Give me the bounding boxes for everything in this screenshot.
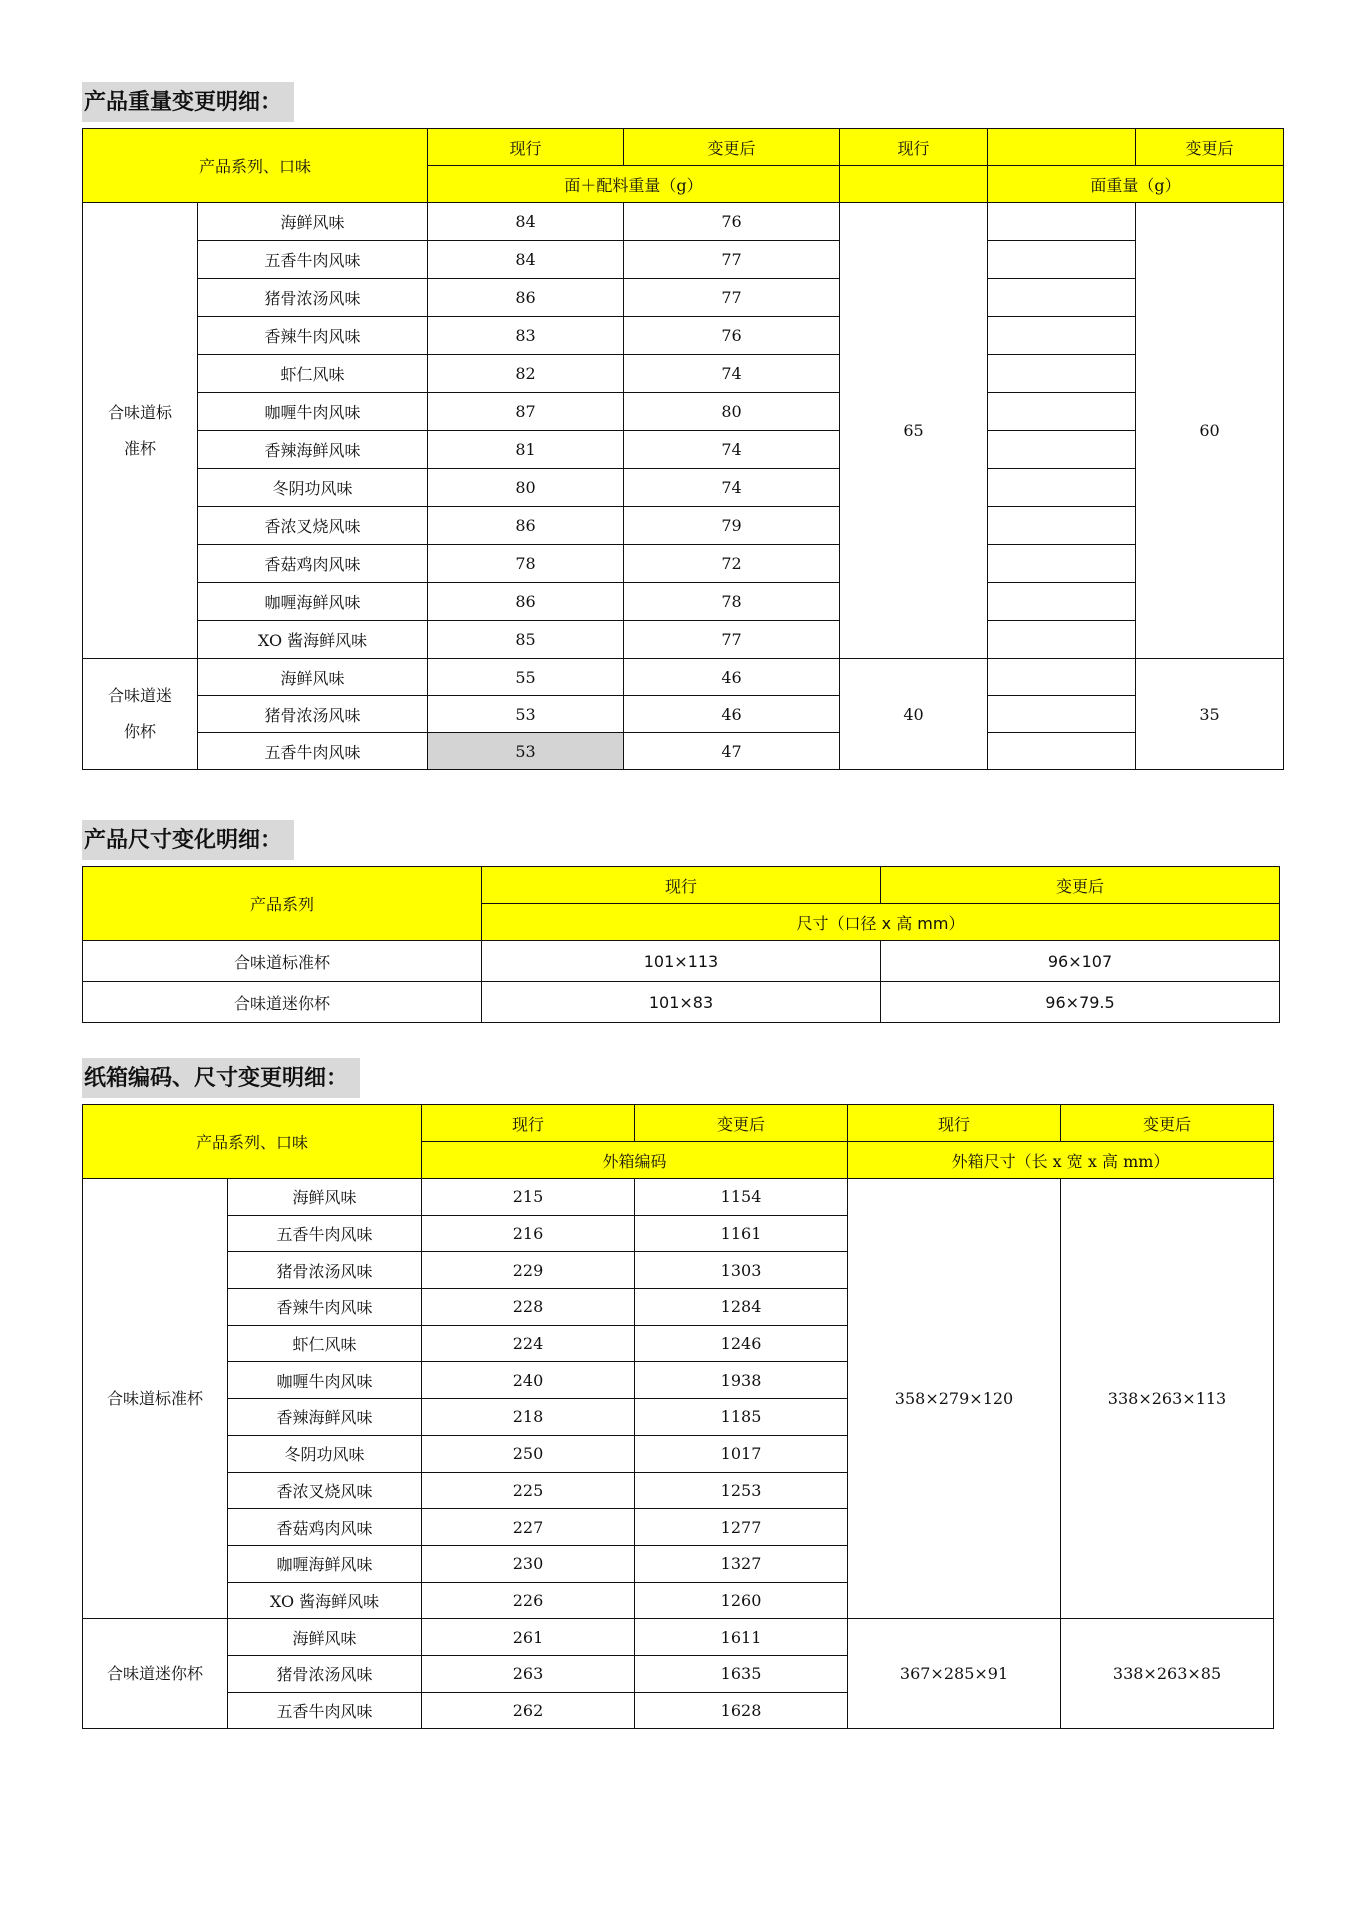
table-row xyxy=(83,203,1284,241)
carton-section-heading: 纸箱编码、尺寸变更明细： xyxy=(82,1058,360,1098)
current-weight-cell: 83 xyxy=(428,317,624,355)
flavor-cell: 冬阴功风味 xyxy=(228,1435,422,1472)
header-total-weight: 面＋配料重量（g） xyxy=(428,166,840,203)
flavor-cell: 咖喱海鲜风味 xyxy=(198,583,428,621)
changed-weight-cell: 76 xyxy=(624,317,840,355)
flavor-cell: 五香牛肉风味 xyxy=(198,241,428,279)
changed-code-cell: 1303 xyxy=(635,1252,848,1289)
table-row xyxy=(83,545,1284,583)
empty-cell xyxy=(988,317,1136,355)
weight-section-heading: 产品重量变更明细： xyxy=(82,82,294,122)
changed-code-cell: 1284 xyxy=(635,1289,848,1326)
table-row xyxy=(83,317,1284,355)
flavor-cell: 咖喱牛肉风味 xyxy=(198,393,428,431)
table-row xyxy=(83,621,1284,659)
empty-cell xyxy=(988,621,1136,659)
changed-code-cell: 1246 xyxy=(635,1325,848,1362)
empty-cell xyxy=(988,469,1136,507)
current-code-cell: 263 xyxy=(422,1655,635,1692)
flavor-cell: 虾仁风味 xyxy=(228,1325,422,1362)
header-series: 产品系列 xyxy=(83,867,482,941)
table-row xyxy=(83,355,1284,393)
table-row xyxy=(83,583,1284,621)
changed-code-cell: 1154 xyxy=(635,1179,848,1216)
table-row xyxy=(83,507,1284,545)
flavor-cell: 香辣牛肉风味 xyxy=(228,1289,422,1326)
flavor-cell: 香辣海鲜风味 xyxy=(198,431,428,469)
current-code-cell: 261 xyxy=(422,1619,635,1656)
current-code-cell: 215 xyxy=(422,1179,635,1216)
series-cell: 合味道迷你杯 xyxy=(83,1619,228,1729)
header-series-flavor: 产品系列、口味 xyxy=(83,1105,422,1179)
noodle-current-cell: 65 xyxy=(840,203,988,659)
flavor-cell: 香辣海鲜风味 xyxy=(228,1399,422,1436)
current-weight-cell: 82 xyxy=(428,355,624,393)
changed-weight-cell: 78 xyxy=(624,583,840,621)
changed-code-cell: 1161 xyxy=(635,1215,848,1252)
current-weight-cell: 87 xyxy=(428,393,624,431)
noodle-current-cell: 40 xyxy=(840,659,988,770)
size-section-heading: 产品尺寸变化明细： xyxy=(82,820,294,860)
flavor-cell: 香菇鸡肉风味 xyxy=(198,545,428,583)
header-series-flavor: 产品系列、口味 xyxy=(83,129,428,203)
changed-weight-cell: 74 xyxy=(624,431,840,469)
current-weight-cell: 84 xyxy=(428,241,624,279)
empty-cell xyxy=(988,203,1136,241)
changed-code-cell: 1611 xyxy=(635,1619,848,1656)
current-code-cell: 230 xyxy=(422,1545,635,1582)
changed-weight-cell: 77 xyxy=(624,621,840,659)
header-current: 现行 xyxy=(482,867,881,904)
empty-cell xyxy=(988,583,1136,621)
current-size-cell: 101×83 xyxy=(482,982,881,1023)
changed-code-cell: 1277 xyxy=(635,1509,848,1546)
table-row xyxy=(83,941,1280,982)
table-row xyxy=(83,982,1280,1023)
changed-weight-cell: 76 xyxy=(624,203,840,241)
current-code-cell: 224 xyxy=(422,1325,635,1362)
flavor-cell: 香辣牛肉风味 xyxy=(198,317,428,355)
current-weight-cell: 85 xyxy=(428,621,624,659)
flavor-cell: 虾仁风味 xyxy=(198,355,428,393)
empty-cell xyxy=(988,241,1136,279)
flavor-cell: 猪骨浓汤风味 xyxy=(198,696,428,733)
current-code-cell: 262 xyxy=(422,1692,635,1729)
flavor-cell: 猪骨浓汤风味 xyxy=(228,1252,422,1289)
table-row xyxy=(83,279,1284,317)
empty-cell xyxy=(988,659,1136,696)
series-cell: 合味道标准杯 xyxy=(83,1179,228,1619)
current-code-cell: 250 xyxy=(422,1435,635,1472)
flavor-cell: 猪骨浓汤风味 xyxy=(198,279,428,317)
table-row xyxy=(83,469,1284,507)
changed-weight-cell: 46 xyxy=(624,659,840,696)
current-weight-cell: 55 xyxy=(428,659,624,696)
flavor-cell: XO 酱海鲜风味 xyxy=(198,621,428,659)
flavor-cell: 海鲜风味 xyxy=(198,203,428,241)
flavor-cell: 五香牛肉风味 xyxy=(228,1692,422,1729)
current-code-cell: 240 xyxy=(422,1362,635,1399)
changed-code-cell: 1327 xyxy=(635,1545,848,1582)
changed-weight-cell: 80 xyxy=(624,393,840,431)
table-row xyxy=(83,241,1284,279)
flavor-cell: 冬阴功风味 xyxy=(198,469,428,507)
series-cell: 合味道标准杯 xyxy=(83,203,198,659)
changed-weight-cell: 47 xyxy=(624,733,840,770)
changed-weight-cell: 72 xyxy=(624,545,840,583)
current-weight-cell: 80 xyxy=(428,469,624,507)
header-current-noodle: 现行 xyxy=(840,129,988,166)
flavor-cell: 香菇鸡肉风味 xyxy=(228,1509,422,1546)
current-code-cell: 225 xyxy=(422,1472,635,1509)
changed-code-cell: 1253 xyxy=(635,1472,848,1509)
current-weight-cell: 81 xyxy=(428,431,624,469)
empty-cell xyxy=(988,545,1136,583)
flavor-cell: 五香牛肉风味 xyxy=(198,733,428,770)
flavor-cell: 咖喱海鲜风味 xyxy=(228,1545,422,1582)
empty-cell xyxy=(988,431,1136,469)
series-cell: 合味道标准杯 xyxy=(83,941,482,982)
table-row xyxy=(83,659,1284,696)
table-row xyxy=(83,1179,1274,1216)
current-code-cell: 229 xyxy=(422,1252,635,1289)
empty-cell xyxy=(988,393,1136,431)
flavor-cell: 五香牛肉风味 xyxy=(228,1215,422,1252)
table-row xyxy=(83,696,1284,733)
changed-code-cell: 1938 xyxy=(635,1362,848,1399)
flavor-cell: 香浓叉烧风味 xyxy=(198,507,428,545)
flavor-cell: 海鲜风味 xyxy=(198,659,428,696)
header-carton-code: 外箱编码 xyxy=(422,1142,848,1179)
flavor-cell: 香浓叉烧风味 xyxy=(228,1472,422,1509)
changed-weight-cell: 77 xyxy=(624,279,840,317)
current-code-cell: 227 xyxy=(422,1509,635,1546)
changed-size-cell: 96×79.5 xyxy=(881,982,1280,1023)
current-weight-cell: 86 xyxy=(428,279,624,317)
empty-cell xyxy=(988,279,1136,317)
header-current: 现行 xyxy=(422,1105,635,1142)
table-row xyxy=(83,1619,1274,1656)
size-current-cell: 358×279×120 xyxy=(848,1179,1061,1619)
size-changed-cell: 338×263×113 xyxy=(1061,1179,1274,1619)
series-cell: 合味道迷你杯 xyxy=(83,659,198,770)
flavor-cell: 海鲜风味 xyxy=(228,1179,422,1216)
current-code-cell: 218 xyxy=(422,1399,635,1436)
header-current: 现行 xyxy=(428,129,624,166)
series-cell: 合味道迷你杯 xyxy=(83,982,482,1023)
flavor-cell: XO 酱海鲜风味 xyxy=(228,1582,422,1619)
size-current-cell: 367×285×91 xyxy=(848,1619,1061,1729)
header-carton-size: 外箱尺寸（长 x 宽 x 高 mm） xyxy=(848,1142,1274,1179)
current-weight-cell: 78 xyxy=(428,545,624,583)
current-size-cell: 101×113 xyxy=(482,941,881,982)
header-noodle-weight: 面重量（g） xyxy=(988,166,1284,203)
changed-code-cell: 1635 xyxy=(635,1655,848,1692)
header-changed: 变更后 xyxy=(881,867,1280,904)
weight-change-table xyxy=(82,128,1284,770)
current-code-cell: 216 xyxy=(422,1215,635,1252)
empty-cell xyxy=(988,696,1136,733)
noodle-changed-cell: 60 xyxy=(1136,203,1284,659)
header-blank xyxy=(840,166,988,203)
current-weight-cell: 53 xyxy=(428,733,624,770)
changed-weight-cell: 74 xyxy=(624,469,840,507)
header-current-size: 现行 xyxy=(848,1105,1061,1142)
changed-weight-cell: 77 xyxy=(624,241,840,279)
current-code-cell: 228 xyxy=(422,1289,635,1326)
carton-change-table xyxy=(82,1104,1274,1729)
table-row xyxy=(83,431,1284,469)
changed-size-cell: 96×107 xyxy=(881,941,1280,982)
size-changed-cell: 338×263×85 xyxy=(1061,1619,1274,1729)
header-changed: 变更后 xyxy=(635,1105,848,1142)
header-changed: 变更后 xyxy=(624,129,840,166)
changed-code-cell: 1017 xyxy=(635,1435,848,1472)
changed-code-cell: 1260 xyxy=(635,1582,848,1619)
header-empty xyxy=(988,129,1136,166)
table-row xyxy=(83,393,1284,431)
table-row xyxy=(83,733,1284,770)
current-weight-cell: 53 xyxy=(428,696,624,733)
empty-cell xyxy=(988,355,1136,393)
flavor-cell: 猪骨浓汤风味 xyxy=(228,1655,422,1692)
flavor-cell: 咖喱牛肉风味 xyxy=(228,1362,422,1399)
changed-weight-cell: 46 xyxy=(624,696,840,733)
changed-weight-cell: 79 xyxy=(624,507,840,545)
changed-code-cell: 1628 xyxy=(635,1692,848,1729)
header-changed-size: 变更后 xyxy=(1061,1105,1274,1142)
noodle-changed-cell: 35 xyxy=(1136,659,1284,770)
changed-weight-cell: 74 xyxy=(624,355,840,393)
empty-cell xyxy=(988,507,1136,545)
empty-cell xyxy=(988,733,1136,770)
flavor-cell: 海鲜风味 xyxy=(228,1619,422,1656)
current-weight-cell: 84 xyxy=(428,203,624,241)
header-dimension: 尺寸（口径 x 高 mm） xyxy=(482,904,1280,941)
header-changed-noodle: 变更后 xyxy=(1136,129,1284,166)
changed-code-cell: 1185 xyxy=(635,1399,848,1436)
current-weight-cell: 86 xyxy=(428,583,624,621)
size-change-table xyxy=(82,866,1280,1023)
current-weight-cell: 86 xyxy=(428,507,624,545)
current-code-cell: 226 xyxy=(422,1582,635,1619)
